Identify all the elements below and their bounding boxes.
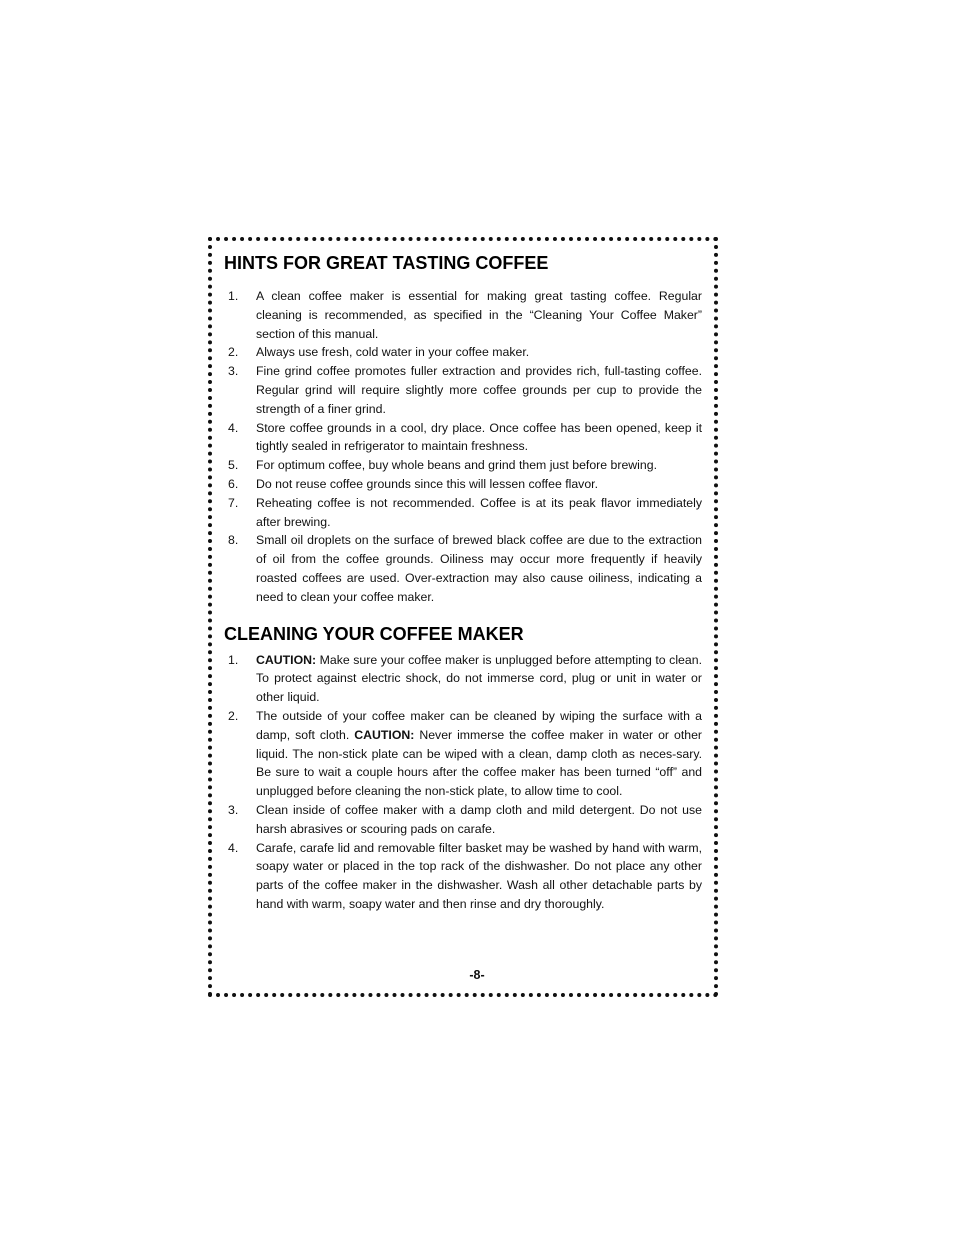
item-text: Make sure your coffee maker is unplugged before attempting to clean. To protect against electric shock, do not immerse cord, plug or unit in water or other liquid. — [256, 652, 702, 705]
item-text: Never immerse the coffee maker in water or other liquid. The non-stick plate can be wiped with a clean, damp cloth as neces-sary. Be sure to wait a couple hours after the coffee maker has been turned “off” and unplugged before cleaning the non-stick plate, to allow time to cool. — [256, 727, 703, 799]
page-number: -8- — [469, 968, 485, 982]
item-text: Do not reuse coffee grounds since this will lessen coffee flavor. — [256, 476, 599, 491]
hints-item-7 — [224, 494, 702, 532]
item-number: 3. — [228, 802, 239, 817]
item-text: Reheating coffee is not recommended. Coffee is at its peak flavor immediately after brewing. — [256, 495, 702, 529]
item-number: 4. — [228, 840, 239, 855]
cleaning-item-2 — [224, 707, 702, 801]
hints-section-title: HINTS FOR GREAT TASTING COFFEE — [224, 253, 549, 273]
item-number: 5. — [228, 458, 239, 473]
hints-item-2 — [224, 343, 702, 362]
item-text: For optimum coffee, buy whole beans and grind them just before brewing. — [256, 458, 658, 473]
item-text: The outside of your coffee maker can be cleaned by wiping the surface with a damp, soft cloth. — [256, 708, 702, 742]
cleaning-item-3 — [224, 801, 702, 839]
item-text: Fine grind coffee promotes fuller extraction and provides rich, full-tasting coffee. Regular grind will require slightly more coffee grounds per cup to provide the strength of a finer grind. — [256, 364, 702, 416]
cleaning-list — [224, 651, 702, 914]
cleaning-item-1 — [224, 651, 702, 707]
caution-label: CAUTION: — [354, 727, 415, 742]
hints-item-8 — [224, 531, 702, 606]
hints-item-5 — [224, 456, 702, 475]
item-text: Small oil droplets on the surface of brewed black coffee are due to the extraction of oil from the coffee grounds. Oiliness may occur more frequently if heavily roasted coffees are used. Over-extraction may also cause oiliness, indicating a need to clean your coffee maker. — [256, 533, 702, 604]
item-number: 6. — [228, 476, 239, 491]
caution-label: CAUTION: — [256, 652, 317, 667]
hints-item-1 — [224, 287, 702, 343]
cleaning-item-4 — [224, 839, 702, 914]
hints-item-4 — [224, 419, 702, 457]
item-text: Always use fresh, cold water in your coffee maker. — [256, 345, 530, 360]
page-content — [224, 252, 702, 914]
item-text: Store coffee grounds in a cool, dry place. Once coffee has been opened, keep it tightly sealed in refrigerator to maintain freshness. — [256, 420, 702, 454]
item-number: 2. — [228, 708, 239, 723]
hints-item-3 — [224, 362, 702, 418]
item-text: A clean coffee maker is essential for making great tasting coffee. Regular cleaning is recommended, as specified in the “Cleaning Your Coffee Maker” section of this manual. — [256, 289, 702, 341]
item-number: 3. — [228, 364, 239, 379]
item-number: 1. — [228, 289, 239, 303]
item-text: Carafe, carafe lid and removable filter basket may be washed by hand with warm, soapy water or placed in the top rack of the dishwasher. Do not place any other parts of the coffee maker in the dishwasher. Wash all other detachable parts by hand with warm, soapy water and then rinse and dry thoroughly. — [256, 840, 702, 911]
cleaning-section-title: CLEANING YOUR COFFEE MAKER — [224, 623, 524, 644]
item-text: Clean inside of coffee maker with a damp cloth and mild detergent. Do not use harsh abrasives or scouring pads on carafe. — [256, 802, 702, 836]
hints-list — [224, 287, 702, 607]
item-number: 4. — [228, 420, 239, 435]
hints-item-6 — [224, 475, 702, 494]
item-number: 1. — [228, 652, 239, 667]
item-number: 7. — [228, 495, 239, 510]
item-number: 8. — [228, 533, 239, 548]
item-number: 2. — [228, 345, 239, 360]
